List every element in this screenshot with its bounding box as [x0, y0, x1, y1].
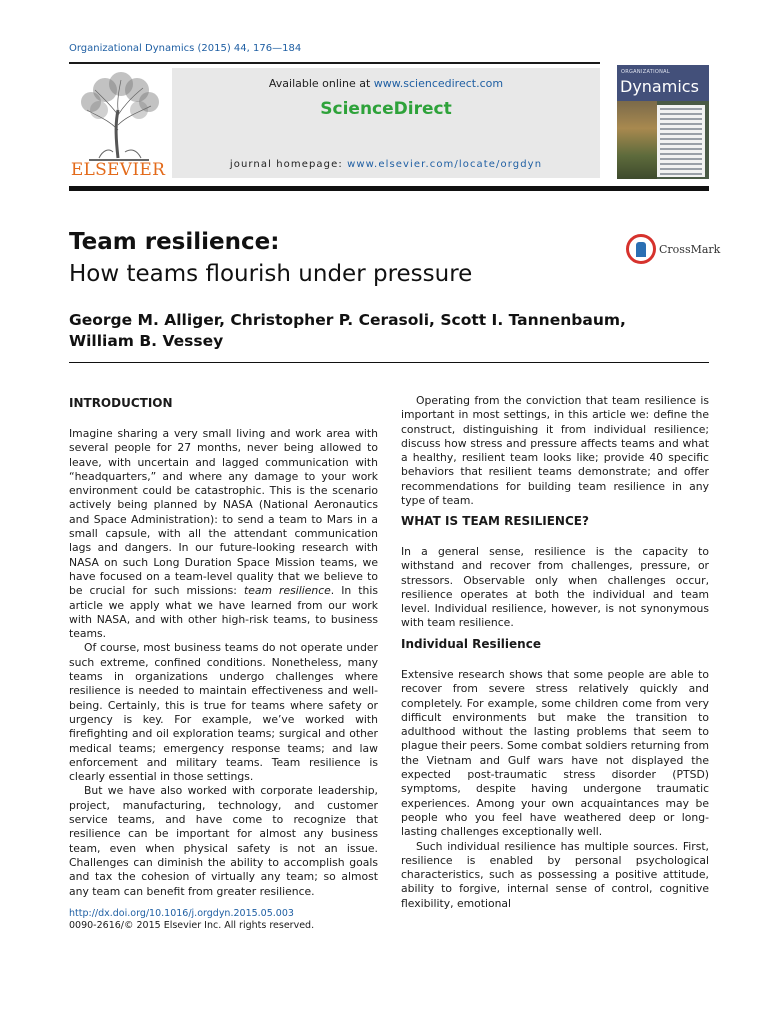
- header-rule: [69, 62, 600, 64]
- authors-line-2: William B. Vessey: [69, 332, 224, 350]
- copyright-line: 0090-2616/© 2015 Elsevier Inc. All rights reserved.: [69, 920, 315, 931]
- individual-paragraph-2: Such individual resilience has multiple sources. First, resilience is enabled by personal psychological characteristics, such as possessing a positive attitude, ability to forgive, internal sense of control, cognitive flexibility, emotional: [401, 839, 709, 910]
- available-prefix: Available online at: [268, 77, 374, 90]
- cover-contents: [657, 105, 705, 177]
- journal-homepage-link[interactable]: www.elsevier.com/locate/orgdyn: [347, 159, 543, 170]
- homepage-prefix: journal homepage:: [229, 159, 348, 170]
- intro-paragraph-3: But we have also worked with corporate leadership, project, manufacturing, technology, and customer service teams, and have come to recognize that resilience can be important for almost any business team, even when physical safety is not an issue. Challenges can diminish the ability to accomplish goals and tax the cohesion of virtually any team; so almost any team can benefit from greater resilience.: [69, 784, 378, 898]
- authors-rule: [69, 362, 709, 363]
- sciencedirect-brand[interactable]: ScienceDirect: [320, 99, 452, 119]
- header-thick-rule: [69, 186, 709, 191]
- journal-citation[interactable]: Organizational Dynamics (2015) 44, 176—184: [69, 43, 302, 54]
- crossmark-badge[interactable]: [626, 234, 721, 266]
- article-title: Team resilience:: [69, 229, 280, 255]
- right-column-intro: [401, 394, 709, 508]
- left-column: [69, 427, 378, 899]
- author-list: [69, 310, 709, 352]
- crossmark-icon: [626, 234, 656, 264]
- cover-image: [617, 101, 657, 179]
- individual-resilience-section: [401, 668, 709, 911]
- cover-title: Dynamics: [620, 77, 699, 96]
- cover-small-title: ORGANIZATIONAL: [621, 69, 670, 75]
- elsevier-wordmark: ELSEVIER: [70, 160, 166, 180]
- available-online-line: [172, 77, 600, 90]
- what-is-team-resilience-heading: WHAT IS TEAM RESILIENCE?: [401, 514, 589, 528]
- introduction-heading: INTRODUCTION: [69, 396, 173, 410]
- individual-paragraph-1: Extensive research shows that some people are able to recover from severe stress relatively quickly and completely. For example, some children come from very difficult environments but make the transition to adulthood without the lasting problems that seem to plague their peers. Some combat soldiers returning from the Vietnam and Gulf wars have not displayed the expected post-traumatic stress disorder (PTSD) symptoms, despite having undergone traumatic experiences. Among your own acquaintances may be people who you feel have weathered deep or long-lasting challenges exceptionally well.: [401, 668, 709, 839]
- intro-paragraph-4: Operating from the conviction that team resilience is important in most settings, in this article we: define the construct, distinguishing it from individual resilience; discuss how stress and pressure affects teams and what a healthy, resilient team looks like; provide 40 specific behaviors that resilient teams demonstrate; and offer recommendations for building team resilience in any type of team.: [401, 394, 709, 508]
- doi-link[interactable]: http://dx.doi.org/10.1016/j.orgdyn.2015.05.003: [69, 908, 294, 919]
- authors-line-1: George M. Alliger, Christopher P. Cerasoli, Scott I. Tannenbaum,: [69, 311, 626, 329]
- sciencedirect-link[interactable]: www.sciencedirect.com: [373, 77, 504, 90]
- article-subtitle: How teams flourish under pressure: [69, 261, 473, 287]
- crossmark-label: CrossMark: [659, 243, 721, 256]
- journal-homepage-line: [172, 159, 600, 170]
- intro-paragraph-2: Of course, most business teams do not operate under such extreme, confined conditions. Nonetheless, many teams in organizations undergo challenges where resilience is needed to maintain effectiveness and well-being. Certainly, this is true for teams where safety or urgency is key. For example, we’ve worked with firefighting and oil exploration teams; surgical and other medical teams; emergency response teams; and law enforcement and military teams. Team resilience is clearly essential in those settings.: [69, 641, 378, 784]
- journal-cover-thumbnail[interactable]: [617, 65, 709, 179]
- intro-paragraph-1: Imagine sharing a very small living and work area with several people for 27 months, never being allowed to leave, with uncertain and lagged communication with “headquarters,” and where any damage to your work environment could be catastrophic. This is the scenario actively being planned by NASA (National Aeronautics and Space Administration): to send a team to Mars in a small capsule, with all the attendant communication lags and dangers. In our future-looking research with NASA on such Long Duration Space Mission teams, we have focused on a team-level quality that we believe to be crucial for such missions: team resilience. In this article we apply what we have learned from our work with NASA, and with other high-risk teams, to business teams.: [69, 427, 378, 641]
- individual-resilience-heading: Individual Resilience: [401, 637, 541, 651]
- cover-masthead: [617, 65, 709, 101]
- definition-paragraph: In a general sense, resilience is the capacity to withstand and recover from challenges, pressure, or stressors. Observable only when challenges occur, resilience operates at both the individual and team level. Individual resilience, however, is not synonymous with team resilience.: [401, 545, 709, 630]
- definition-section: [401, 545, 709, 631]
